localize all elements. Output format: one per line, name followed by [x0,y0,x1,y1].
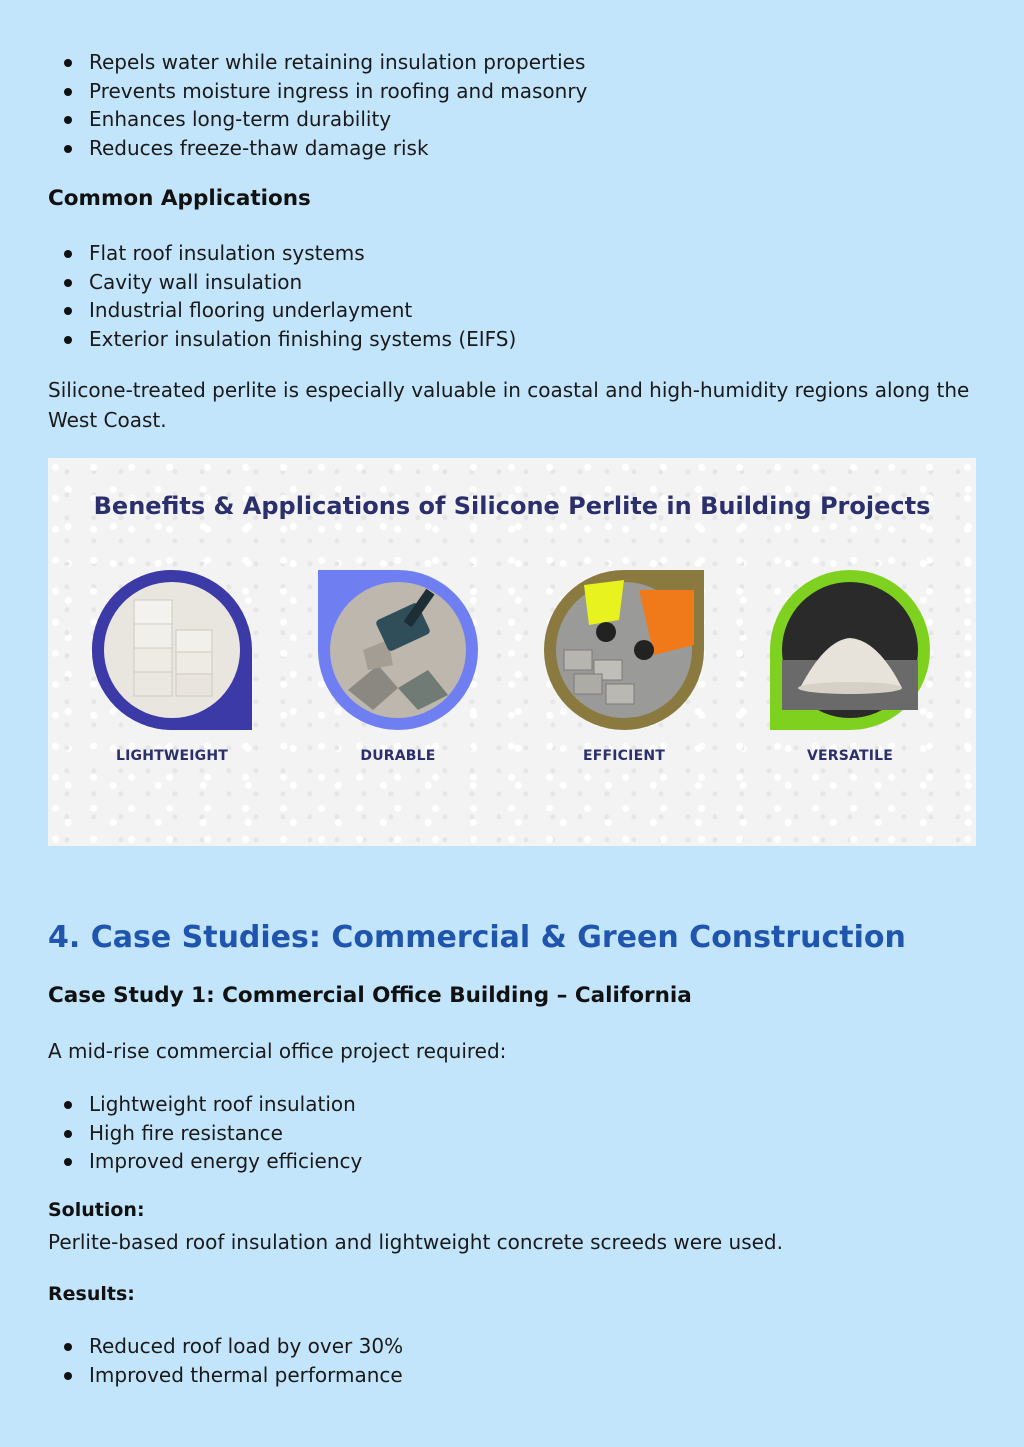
results-list [48,1332,403,1389]
solution-label: Solution: [48,1199,145,1221]
case-intro: A mid-rise commercial office project required: [48,1039,507,1063]
efficient-badge [544,570,704,730]
durable-badge [318,570,478,730]
list-item: Reduces freeze-thaw damage risk [48,134,587,163]
hammer-breaking-concrete-image [318,570,478,730]
list-item: Exterior insulation finishing systems (EIFS) [48,325,516,354]
benefits-infographic [48,458,976,846]
worker-laying-pavers-image [544,570,704,730]
list-item: Reduced roof load by over 30% [48,1332,403,1361]
list-item: High fire resistance [48,1119,362,1148]
list-item: Improved energy efficiency [48,1147,362,1176]
list-item: Enhances long-term durability [48,105,587,134]
perlite-powder-pile-image [770,570,930,730]
list-item: Prevents moisture ingress in roofing and masonry [48,77,587,106]
list-item: Lightweight roof insulation [48,1090,362,1119]
applications-heading: Common Applications [48,186,311,211]
infographic-title: Benefits & Applications of Silicone Perlite in Building Projects [93,492,931,520]
lightweight-label: LIGHTWEIGHT [115,748,229,764]
applications-list [48,239,516,354]
efficient-label: EFFICIENT [582,748,665,764]
coastal-paragraph: Silicone-treated perlite is especially valuable in coastal and high-humidity regions along the West Coast. [48,378,970,432]
benefits-list [48,48,587,163]
stacked-blocks-image [92,570,252,730]
requirements-list [48,1090,362,1176]
section-heading: 4. Case Studies: Commercial & Green Construction [48,920,906,955]
durable-label: DURABLE [360,748,436,764]
case-study-heading: Case Study 1: Commercial Office Building – California [48,983,692,1008]
list-item: Cavity wall insulation [48,268,516,297]
lightweight-badge [92,570,252,730]
list-item: Repels water while retaining insulation properties [48,48,587,77]
list-item: Industrial flooring underlayment [48,296,516,325]
versatile-badge [770,570,930,730]
results-label: Results: [48,1283,135,1305]
list-item: Improved thermal performance [48,1361,403,1390]
versatile-label: VERSATILE [806,748,894,764]
list-item: Flat roof insulation systems [48,239,516,268]
solution-text: Perlite-based roof insulation and lightweight concrete screeds were used. [48,1230,783,1254]
